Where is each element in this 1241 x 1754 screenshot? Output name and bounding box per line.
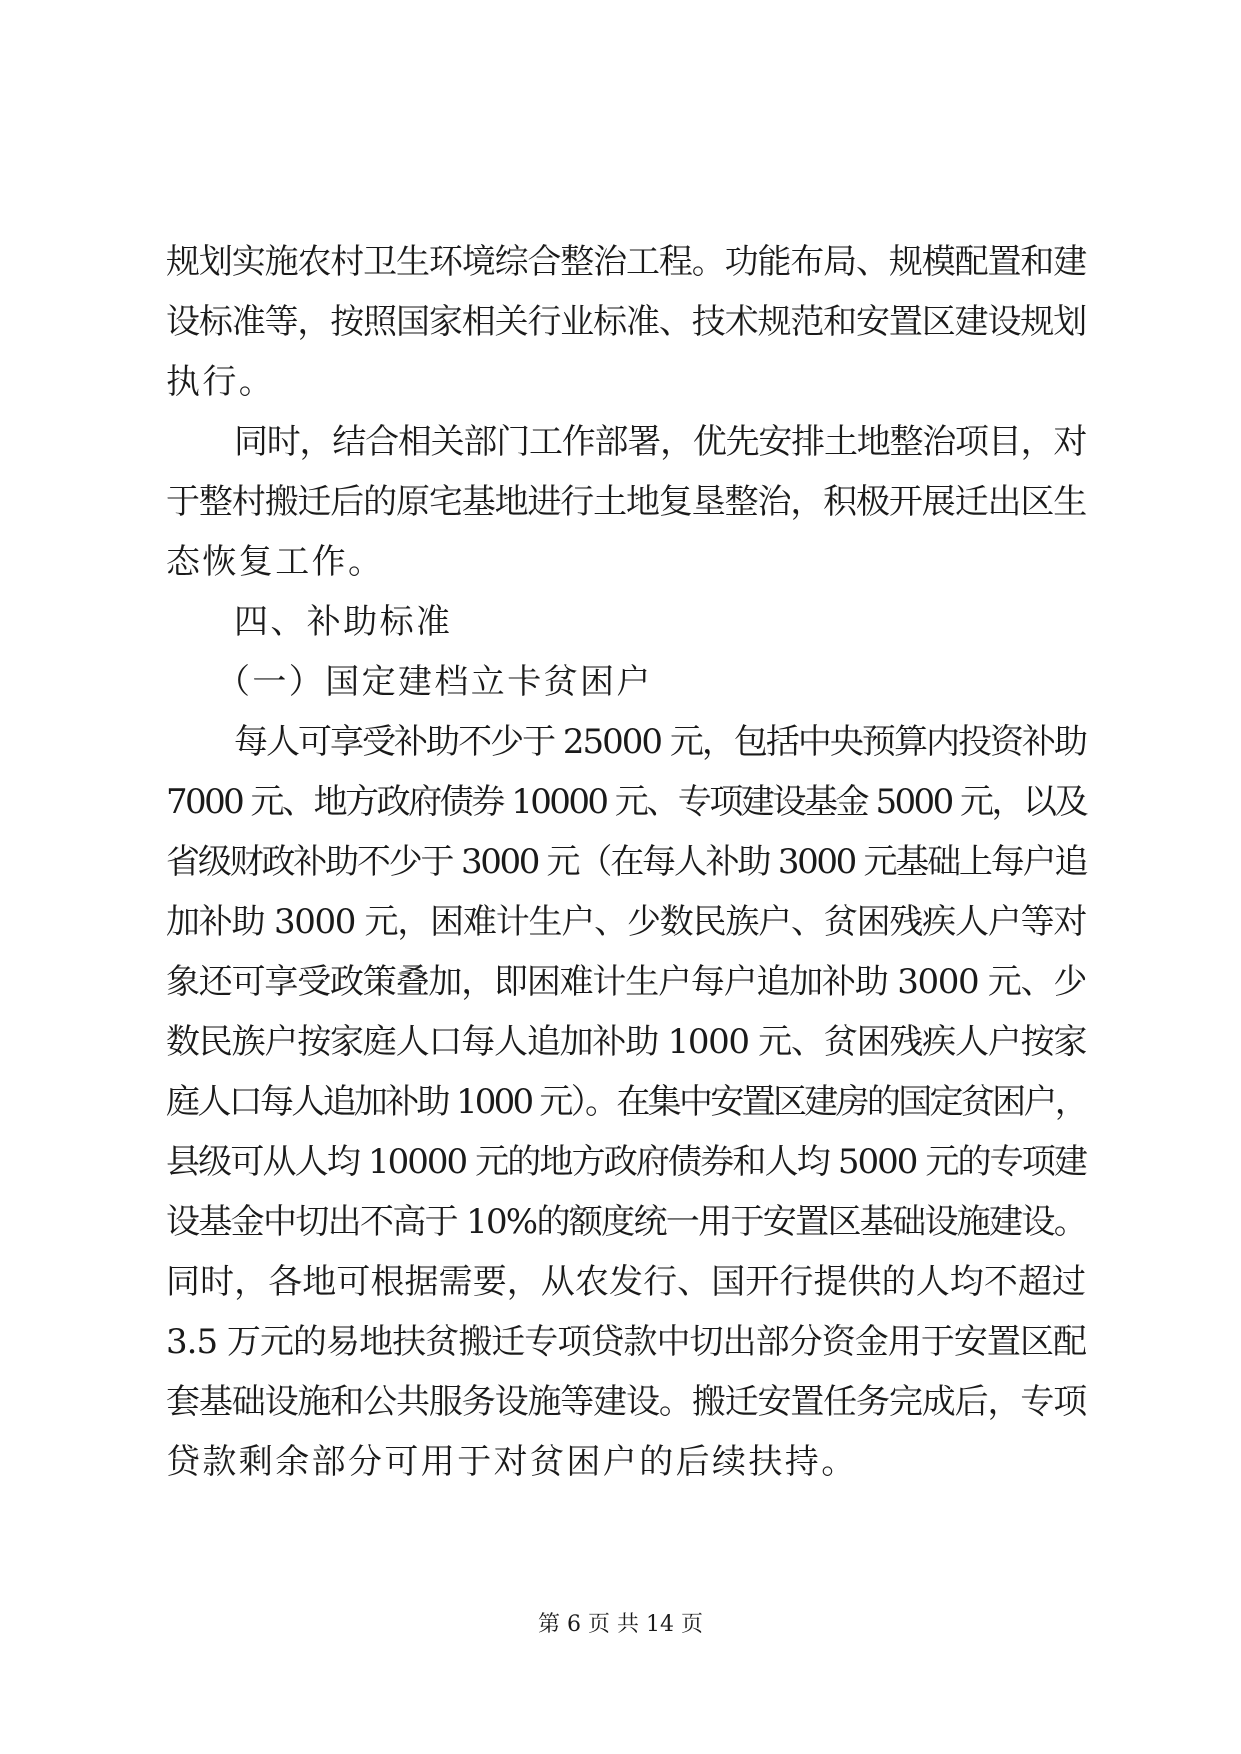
paragraph-line: 3.5 万元的易地扶贫搬迁专项贷款中切出部分资金用于安置区配 bbox=[166, 1322, 1086, 1362]
paragraph-line: 7000 元、地方政府债券 10000 元、专项建设基金 5000 元，以及 bbox=[166, 782, 1086, 822]
paragraph-line: 执行。 bbox=[166, 362, 276, 402]
document-body bbox=[166, 232, 1086, 1492]
paragraph-line: 态恢复工作。 bbox=[166, 542, 385, 582]
paragraph-line: 规划实施农村卫生环境综合整治工程。功能布局、规模配置和建 bbox=[166, 242, 1086, 282]
paragraph-line: 每人可享受补助不少于 25000 元，包括中央预算内投资补助 bbox=[234, 722, 1086, 762]
paragraph-line: 数民族户按家庭人口每人追加补助 1000 元、贫困残疾人户按家 bbox=[166, 1022, 1086, 1062]
paragraph-line: 县级可从人均 10000 元的地方政府债券和人均 5000 元的专项建 bbox=[166, 1142, 1086, 1182]
paragraph-line: 设基金中切出不高于 10%的额度统一用于安置区基础设施建设。 bbox=[166, 1202, 1086, 1242]
section-heading: 四、补助标准 bbox=[234, 602, 453, 642]
paragraph-line: 省级财政补助不少于 3000 元（在每人补助 3000 元基础上每户追 bbox=[166, 842, 1086, 882]
paragraph-line: 同时，各地可根据需要，从农发行、国开行提供的人均不超过 bbox=[166, 1262, 1086, 1302]
page-number-footer: 第 6 页 共 14 页 bbox=[538, 1612, 703, 1637]
subsection-heading: （一）国定建档立卡贫困户 bbox=[216, 662, 653, 702]
paragraph-line: 贷款剩余部分可用于对贫困户的后续扶持。 bbox=[166, 1442, 858, 1482]
paragraph-line: 套基础设施和公共服务设施等建设。搬迁安置任务完成后，专项 bbox=[166, 1382, 1086, 1422]
paragraph-line: 同时，结合相关部门工作部署，优先安排土地整治项目，对 bbox=[234, 422, 1086, 462]
paragraph-line: 象还可享受政策叠加，即困难计生户每户追加补助 3000 元、少 bbox=[166, 962, 1086, 1002]
paragraph-line: 于整村搬迁后的原宅基地进行土地复垦整治，积极开展迁出区生 bbox=[166, 482, 1086, 522]
paragraph-line: 设标准等，按照国家相关行业标准、技术规范和安置区建设规划 bbox=[166, 302, 1086, 342]
paragraph-line: 庭人口每人追加补助 1000 元）。在集中安置区建房的国定贫困户， bbox=[166, 1082, 1086, 1122]
paragraph-line: 加补助 3000 元，困难计生户、少数民族户、贫困残疾人户等对 bbox=[166, 902, 1086, 942]
